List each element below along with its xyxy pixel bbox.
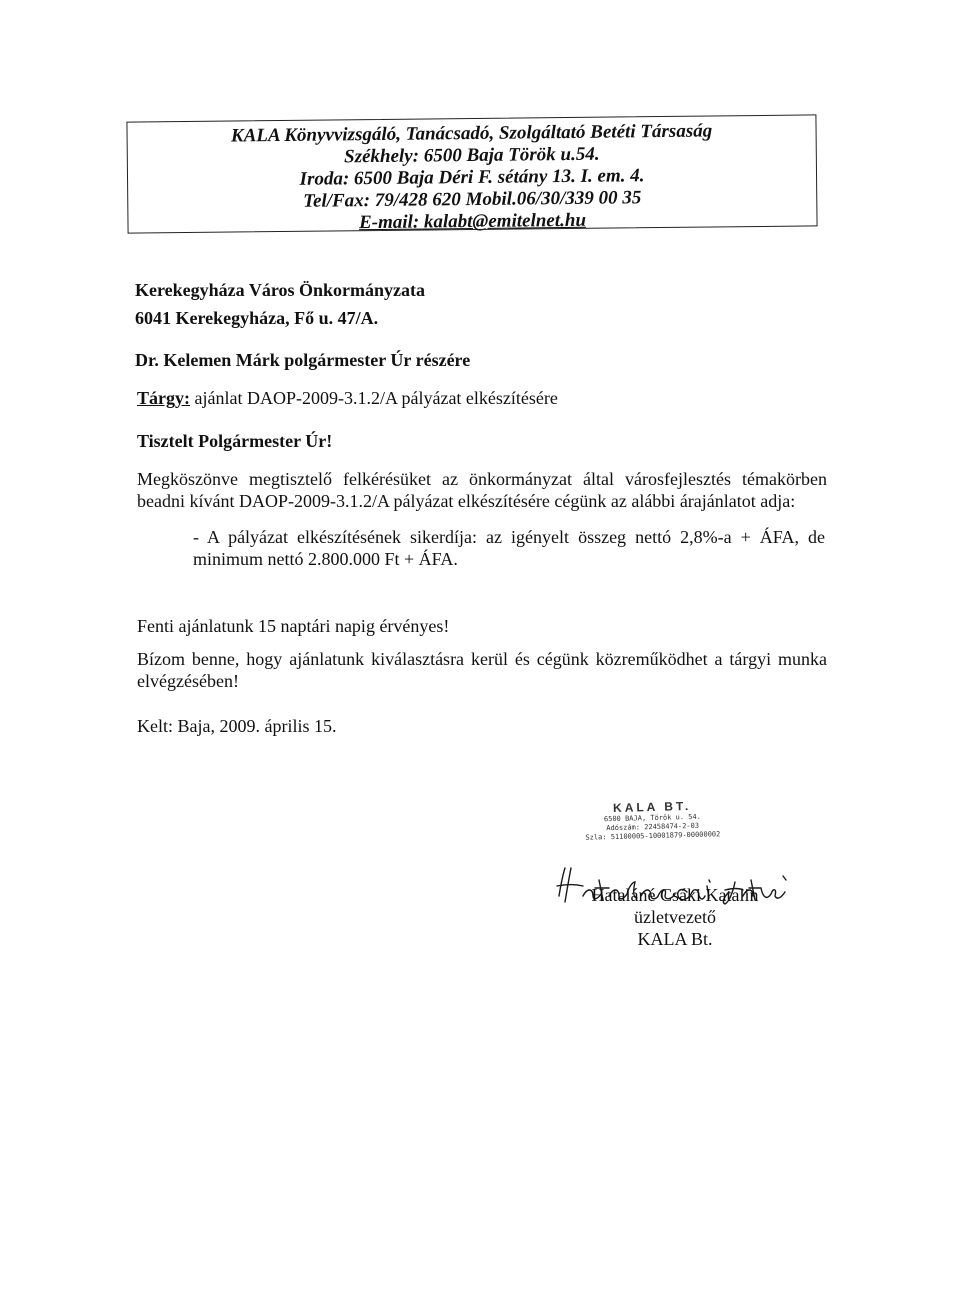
- addressee-recipient: Dr. Kelemen Márk polgármester Úr részére: [135, 350, 471, 370]
- salutation: Tisztelt Polgármester Úr!: [137, 431, 333, 451]
- signer-title: üzletvezető: [634, 907, 716, 927]
- subject-label: Tárgy:: [137, 388, 190, 408]
- signer-name: Hataláné Csáki Katalin: [591, 885, 759, 905]
- company-name: KALA Könyvvizsgáló, Tanácsadó, Szolgáltató Betéti Társaság: [230, 120, 713, 147]
- validity-text: Fenti ajánlatunk 15 naptári napig érvényes!: [137, 616, 450, 636]
- letterhead-box: [126, 114, 817, 233]
- subject-text: ajánlat DAOP-2009-3.1.2/A pályázat elkészítésére: [194, 388, 558, 408]
- subject-line: [137, 388, 558, 409]
- closing-paragraph: Bízom benne, hogy ajánlatunk kiválasztásra kerül és cégünk közreműködhet a tárgyi munka elvégzésében!: [137, 649, 827, 691]
- addressee-block: [135, 276, 470, 374]
- addressee-name: Kerekegyháza Város Önkormányzata: [135, 280, 425, 300]
- date-line: Kelt: Baja, 2009. április 15.: [137, 716, 337, 736]
- signer-block: [560, 884, 790, 950]
- company-email: E-mail: kalabt@emitelnet.hu: [358, 209, 587, 234]
- stamp-address: 6500 BAJA, Török u. 54.: [603, 812, 701, 824]
- intro-paragraph: Megköszönve megtisztelő felkérésüket az önkormányzat által városfejlesztés témakörben beadni kívánt DAOP-2009-3.1.2/A pályázat elkészítésére cégünk az alábbi árajánlatot adja:: [137, 469, 827, 511]
- stamp-bank-account: Szla: 51100005-10001879-00000002: [585, 830, 721, 842]
- addressee-address: 6041 Kerekegyháza, Fő u. 47/A.: [135, 308, 379, 328]
- offer-paragraph: - A pályázat elkészítésének sikerdíja: az igényelt összeg nettó 2,8%-a + ÁFA, de minimum nettó 2.800.000 Ft + ÁFA.: [193, 527, 825, 569]
- signer-company: KALA Bt.: [637, 929, 713, 949]
- company-stamp: [564, 798, 740, 844]
- company-seat: Székhely: 6500 Baja Török u.54.: [343, 143, 600, 168]
- stamp-name: KALA BT.: [612, 798, 692, 816]
- stamp-tax-number: Adószám: 22458474-2-03: [606, 821, 700, 833]
- company-phone: Tel/Fax: 79/428 620 Mobil.06/30/339 00 35: [303, 187, 642, 212]
- company-office: Iroda: 6500 Baja Déri F. sétány 13. I. em. 4.: [299, 165, 645, 190]
